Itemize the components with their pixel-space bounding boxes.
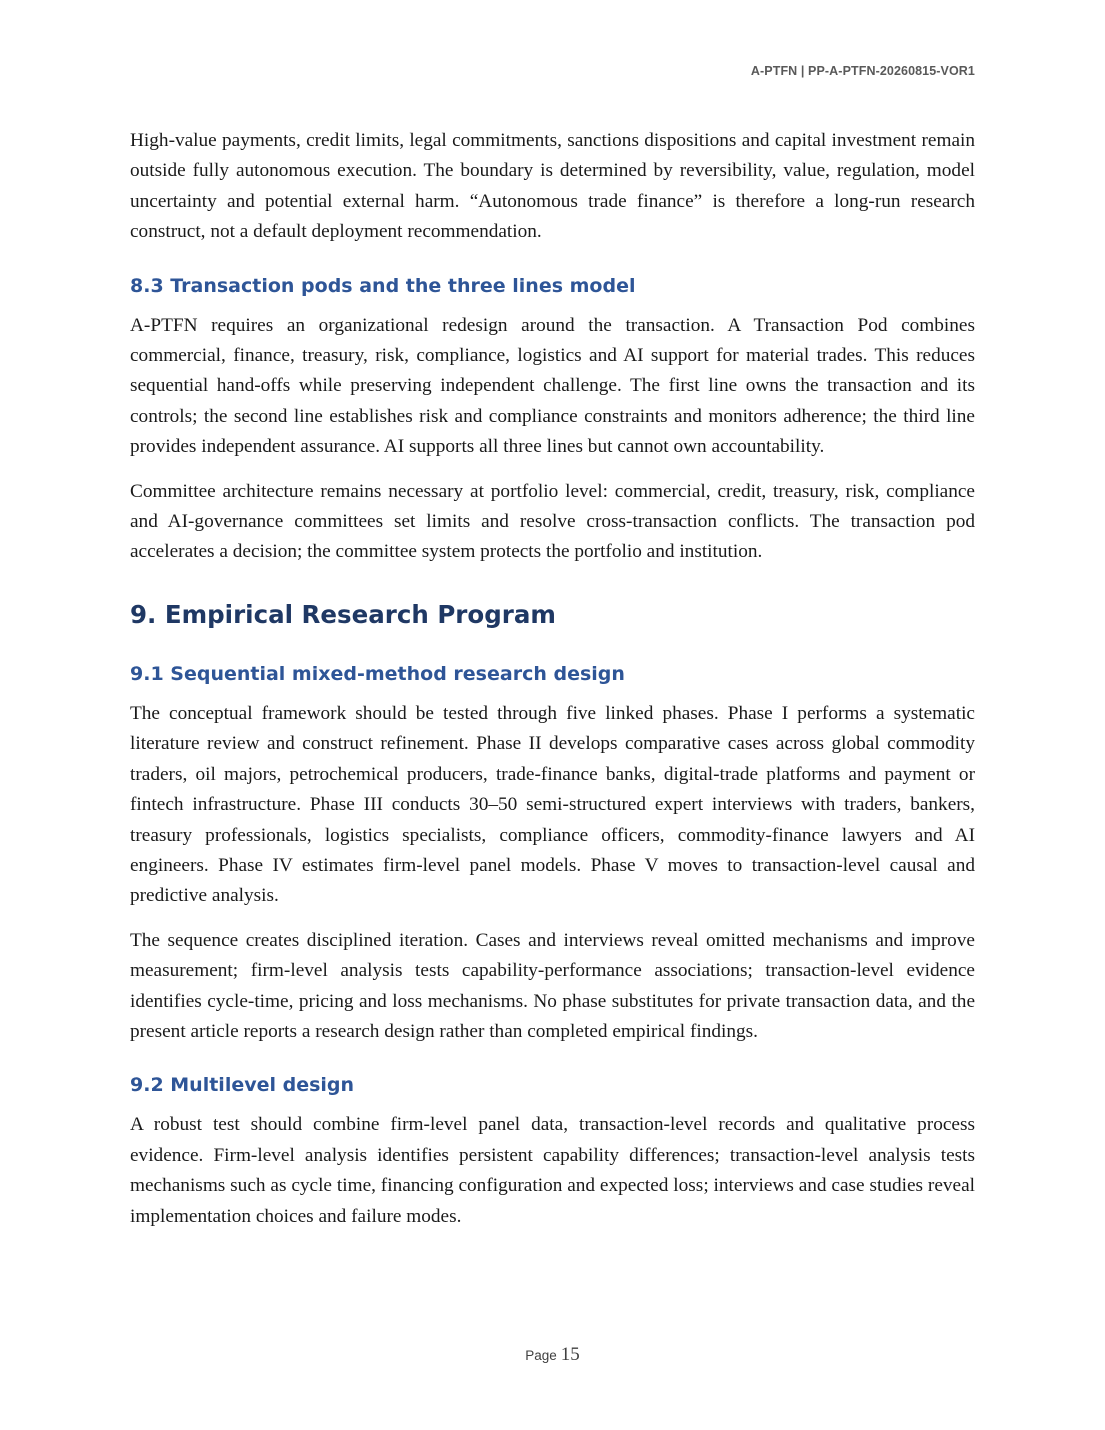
running-head: A-PTFN | PP-A-PTFN-20260815-VOR1 bbox=[750, 64, 975, 78]
section-9-1-paragraph: The conceptual framework should be tested through five linked phases. Phase I performs a systematic literature review and construct refinement. Phase II develops comparative cases across global commodity traders, oil majors, petrochemical producers, trade-finance banks, digital-trade platforms and payment or fintech infrastructure. Phase III conducts 30–50 semi-structured expert interviews with traders, bankers, treasury professionals, logistics specialists, compliance officers, commodity-finance lawyers and AI engineers. Phase IV estimates firm-level panel models. Phase V moves to transaction-level causal and predictive analysis. bbox=[130, 702, 975, 907]
section-8-3-heading: 8.3 Transaction pods and the three lines model bbox=[130, 274, 636, 297]
section-9-2-paragraph: A robust test should combine firm-level panel data, transaction-level records and qualitative process evidence. Firm-level analysis identifies persistent capability differences; transaction-level analysis tests mechanisms such as cycle time, financing configuration and expected loss; interviews and case studies reveal implementation choices and failure modes. bbox=[130, 1114, 975, 1227]
section-9-1-heading: 9.1 Sequential mixed-method research design bbox=[130, 662, 625, 685]
section-8-3-paragraph: A-PTFN requires an organizational redesign around the transaction. A Transaction Pod combines commercial, finance, treasury, risk, compliance, logistics and AI support for material trades. This reduces sequential hand-offs while preserving independent challenge. The first line owns the transaction and its controls; the second line establishes risk and compliance constraints and monitors adherence; the third line provides independent assurance. AI supports all three lines but cannot own accountability. bbox=[130, 314, 975, 458]
section-9-2-heading: 9.2 Multilevel design bbox=[130, 1074, 355, 1097]
page-footer bbox=[0, 1344, 1105, 1366]
body-column bbox=[130, 126, 975, 1246]
section-9-1-paragraph: The sequence creates disciplined iteration. Cases and interviews reveal omitted mechanisms and improve measurement; firm-level analysis tests capability-performance associations; transaction-level evidence identifies cycle-time, pricing and loss mechanisms. No phase substitutes for private transaction data, and the present article reports a research design rather than completed empirical findings. bbox=[130, 929, 975, 1042]
page-number: 15 bbox=[560, 1344, 580, 1365]
section-8-3-paragraph: Committee architecture remains necessary at portfolio level: commercial, credit, treasury, risk, compliance and AI-governance committees set limits and resolve cross-transaction conflicts. The transaction pod accelerates a decision; the committee system protects the portfolio and institution. bbox=[130, 480, 975, 563]
intro-paragraph: High-value payments, credit limits, legal commitments, sanctions dispositions and capital investment remain outside fully autonomous execution. The boundary is determined by reversibility, value, regulation, model uncertainty and potential external harm. “Autonomous trade finance” is therefore a long-run research construct, not a default deployment recommendation. bbox=[130, 130, 975, 243]
section-9-heading: 9. Empirical Research Program bbox=[130, 599, 556, 629]
page-label: Page bbox=[525, 1348, 557, 1363]
